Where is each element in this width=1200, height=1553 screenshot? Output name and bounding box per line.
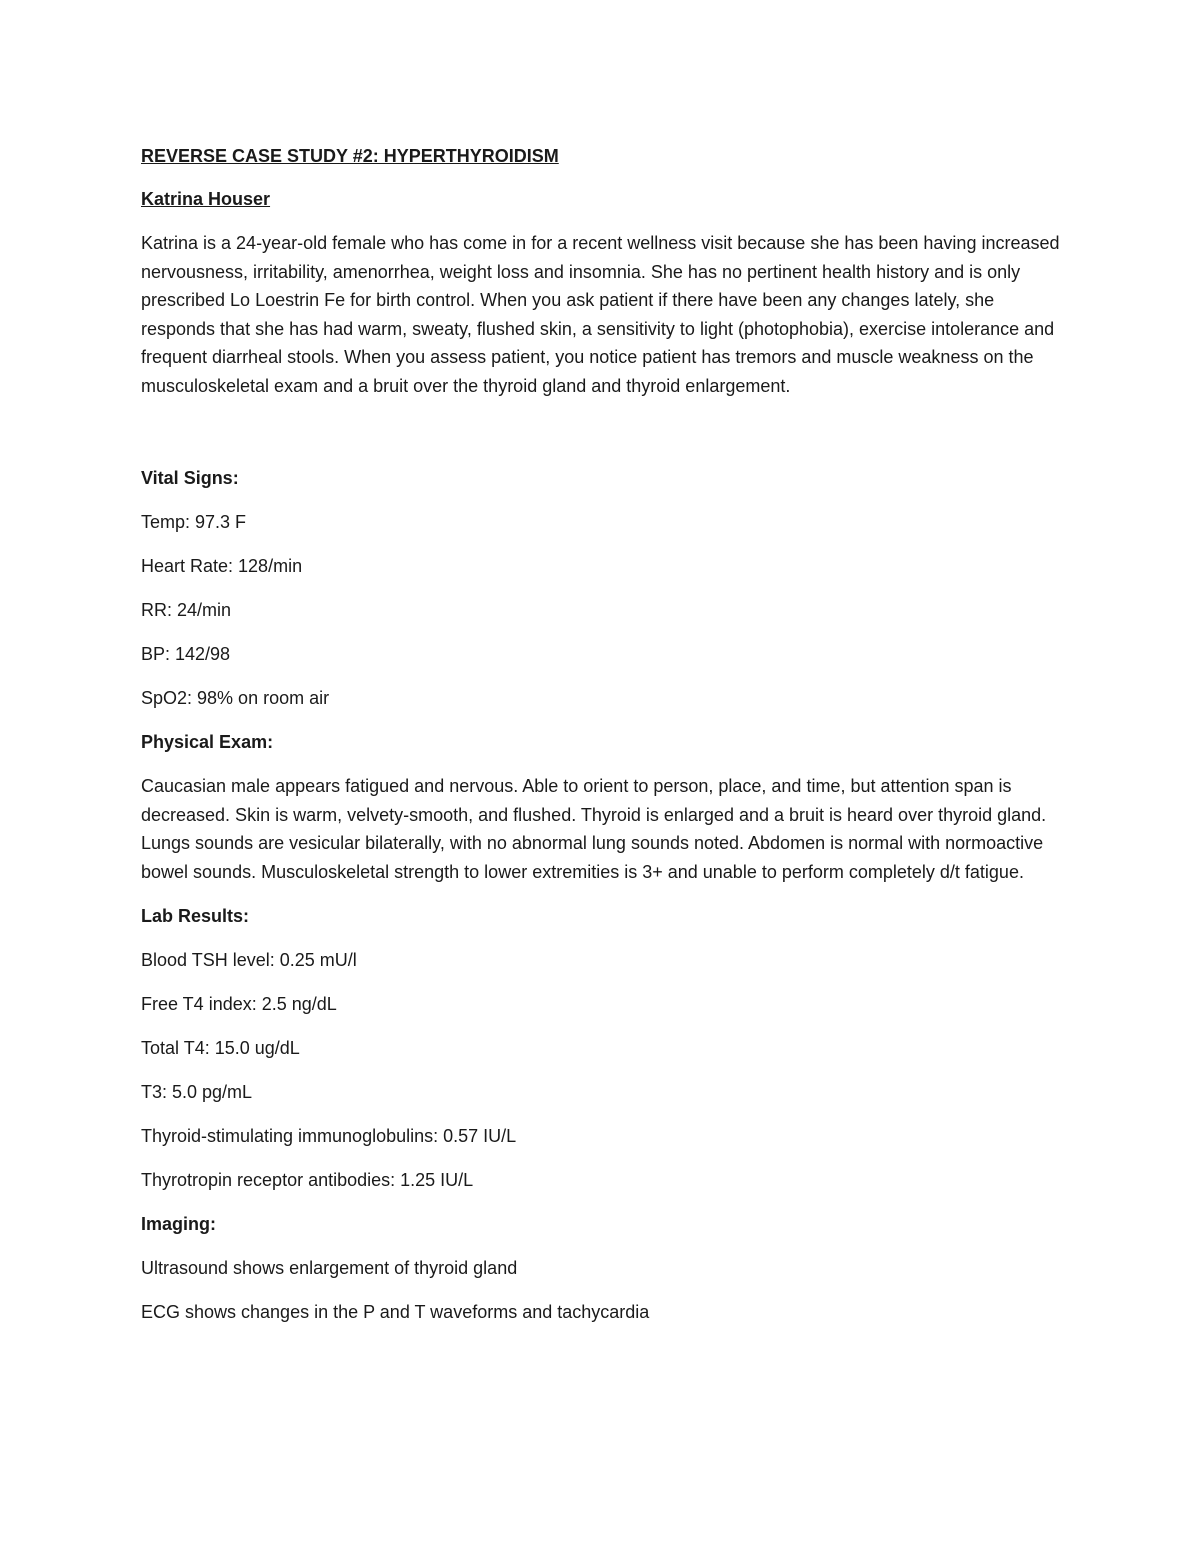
- imaging-ultrasound: Ultrasound shows enlargement of thyroid gland: [141, 1258, 518, 1278]
- lab-result-free-t4: Free T4 index: 2.5 ng/dL: [141, 994, 337, 1014]
- physical-exam-heading: Physical Exam:: [141, 732, 274, 752]
- vital-sign-rr: RR: 24/min: [141, 600, 232, 620]
- document-body: [141, 142, 1061, 1326]
- imaging-ecg: ECG shows changes in the P and T waveforms and tachycardia: [141, 1302, 650, 1322]
- lab-result-t3: T3: 5.0 pg/mL: [141, 1082, 253, 1102]
- imaging-heading: Imaging:: [141, 1214, 216, 1234]
- lab-result-tsh: Blood TSH level: 0.25 mU/l: [141, 950, 357, 970]
- physical-exam-paragraph: Caucasian male appears fatigued and nervous. Able to orient to person, place, and time, but attention span is decreased. Skin is warm, velvety-smooth, and flushed. Thyroid is enlarged and a bruit is heard over thyroid gland. Lungs sounds are vesicular bilaterally, with no abnormal lung sounds noted. Abdomen is normal with normoactive bowel sounds. Musculoskeletal strength to lower extremities is 3+ and unable to perform completely d/t fatigue.: [141, 776, 1047, 882]
- lab-result-total-t4: Total T4: 15.0 ug/dL: [141, 1038, 300, 1058]
- vital-sign-heart-rate: Heart Rate: 128/min: [141, 556, 303, 576]
- vital-sign-bp: BP: 142/98: [141, 644, 231, 664]
- lab-result-trab: Thyrotropin receptor antibodies: 1.25 IU/L: [141, 1170, 474, 1190]
- case-intro-paragraph: Katrina is a 24-year-old female who has come in for a recent wellness visit because she has been having increased nervousness, irritability, amenorrhea, weight loss and insomnia. She has no pertinent health history and is only prescribed Lo Loestrin Fe for birth control. When you ask patient if there have been any changes lately, she responds that she has had warm, sweaty, flushed skin, a sensitivity to light (photophobia), exercise intolerance and frequent diarrheal stools. When you assess patient, you notice patient has tremors and muscle weakness on the musculoskeletal exam and a bruit over the thyroid gland and thyroid enlargement.: [141, 233, 1060, 396]
- lab-result-tsi: Thyroid-stimulating immunoglobulins: 0.57 IU/L: [141, 1126, 517, 1146]
- vital-sign-temp: Temp: 97.3 F: [141, 512, 247, 532]
- vital-signs-heading: Vital Signs:: [141, 468, 239, 488]
- patient-name: Katrina Houser: [141, 189, 271, 209]
- vital-sign-spo2: SpO2: 98% on room air: [141, 688, 330, 708]
- lab-results-heading: Lab Results:: [141, 906, 250, 926]
- document-title: REVERSE CASE STUDY #2: HYPERTHYROIDISM: [141, 146, 559, 166]
